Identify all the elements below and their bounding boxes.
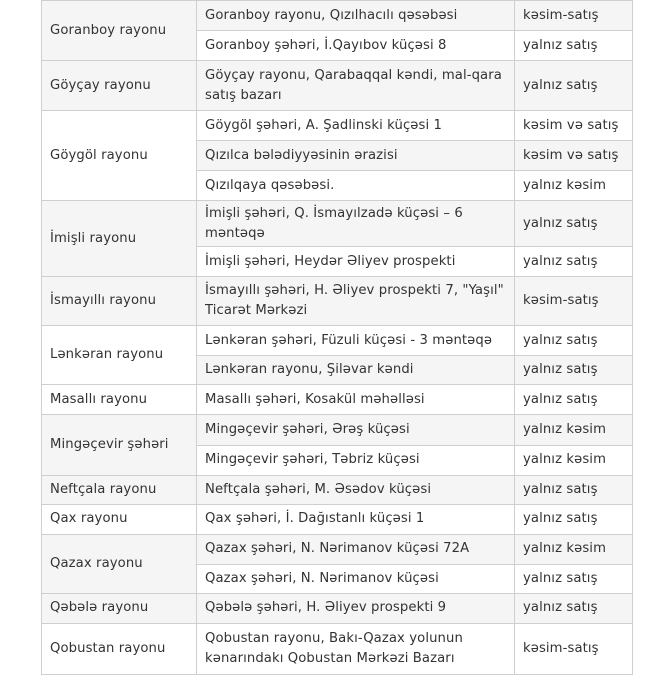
- address-cell: Goranboy rayonu, Qızılhacılı qəsəbəsi: [197, 1, 515, 31]
- address-cell: Mingəçevir şəhəri, Ərəş küçəsi: [197, 415, 515, 445]
- type-cell: yalnız satış: [515, 504, 633, 534]
- type-cell: yalnız satış: [515, 356, 633, 385]
- type-cell: yalnız kəsim: [515, 415, 633, 445]
- type-cell: yalnız satış: [515, 61, 633, 111]
- address-cell: İmişli şəhəri, Heydər Əliyev prospekti: [197, 247, 515, 277]
- type-cell: yalnız satış: [515, 593, 633, 623]
- district-cell: İmişli rayonu: [42, 201, 197, 277]
- address-cell: Qazax şəhəri, N. Nərimanov küçəsi 72A: [197, 534, 515, 564]
- type-cell: yalnız satış: [515, 326, 633, 356]
- district-cell: Neftçala rayonu: [42, 475, 197, 504]
- address-cell: İmişli şəhəri, Q. İsmayılzadə küçəsi – 6 məntəqə: [197, 201, 515, 247]
- district-cell: Mingəçevir şəhəri: [42, 415, 197, 475]
- type-cell: yalnız kəsim: [515, 171, 633, 201]
- type-cell: yalnız satış: [515, 475, 633, 504]
- address-cell: Göyçay rayonu, Qarabaqqal kəndi, mal-qara satış bazarı: [197, 61, 515, 111]
- type-cell: yalnız satış: [515, 564, 633, 593]
- table-row: [42, 475, 633, 504]
- address-cell: Qazax şəhəri, N. Nərimanov küçəsi: [197, 564, 515, 593]
- type-cell: yalnız satış: [515, 385, 633, 415]
- district-cell: Qax rayonu: [42, 504, 197, 534]
- table-row: [42, 504, 633, 534]
- type-cell: yalnız kəsim: [515, 445, 633, 475]
- address-cell: Lənkəran şəhəri, Füzuli küçəsi - 3 məntəqə: [197, 326, 515, 356]
- address-cell: Göygöl şəhəri, A. Şadlinski küçəsi 1: [197, 111, 515, 141]
- district-cell: Goranboy rayonu: [42, 1, 197, 61]
- table-row: [42, 61, 633, 111]
- type-cell: yalnız satış: [515, 247, 633, 277]
- type-cell: kəsim və satış: [515, 141, 633, 171]
- table-row: [42, 415, 633, 445]
- table-row: [42, 326, 633, 356]
- district-cell: İsmayıllı rayonu: [42, 277, 197, 326]
- address-cell: İsmayıllı şəhəri, H. Əliyev prospekti 7, "Yaşıl" Ticarət Mərkəzi: [197, 277, 515, 326]
- locations-table: [41, 0, 633, 675]
- district-cell: Lənkəran rayonu: [42, 326, 197, 385]
- type-cell: kəsim-satış: [515, 277, 633, 326]
- table-row: [42, 385, 633, 415]
- address-cell: Goranboy şəhəri, İ.Qayıbov küçəsi 8: [197, 31, 515, 61]
- address-cell: Qobustan rayonu, Bakı-Qazax yolunun kənarındakı Qobustan Mərkəzi Bazarı: [197, 623, 515, 674]
- district-cell: Qəbələ rayonu: [42, 593, 197, 623]
- district-cell: Qobustan rayonu: [42, 623, 197, 674]
- table-row: [42, 1, 633, 31]
- district-cell: Göyçay rayonu: [42, 61, 197, 111]
- table-row: [42, 111, 633, 141]
- address-cell: Masallı şəhəri, Kosakül məhəlləsi: [197, 385, 515, 415]
- address-cell: Qax şəhəri, İ. Dağıstanlı küçəsi 1: [197, 504, 515, 534]
- table-row: [42, 277, 633, 326]
- table-row: [42, 593, 633, 623]
- table-body: [42, 1, 633, 675]
- address-cell: Qəbələ şəhəri, H. Əliyev prospekti 9: [197, 593, 515, 623]
- address-cell: Qızılca bələdiyyəsinin ərazisi: [197, 141, 515, 171]
- district-cell: Masallı rayonu: [42, 385, 197, 415]
- table-row: [42, 201, 633, 247]
- type-cell: yalnız satış: [515, 31, 633, 61]
- table-row: [42, 623, 633, 674]
- type-cell: yalnız satış: [515, 201, 633, 247]
- address-cell: Neftçala şəhəri, M. Əsədov küçəsi: [197, 475, 515, 504]
- district-cell: Qazax rayonu: [42, 534, 197, 593]
- address-cell: Qızılqaya qəsəbəsi.: [197, 171, 515, 201]
- type-cell: kəsim-satış: [515, 1, 633, 31]
- type-cell: kəsim və satış: [515, 111, 633, 141]
- address-cell: Mingəçevir şəhəri, Təbriz küçəsi: [197, 445, 515, 475]
- type-cell: kəsim-satış: [515, 623, 633, 674]
- address-cell: Lənkəran rayonu, Şiləvar kəndi: [197, 356, 515, 385]
- table-row: [42, 534, 633, 564]
- district-cell: Göygöl rayonu: [42, 111, 197, 201]
- type-cell: yalnız kəsim: [515, 534, 633, 564]
